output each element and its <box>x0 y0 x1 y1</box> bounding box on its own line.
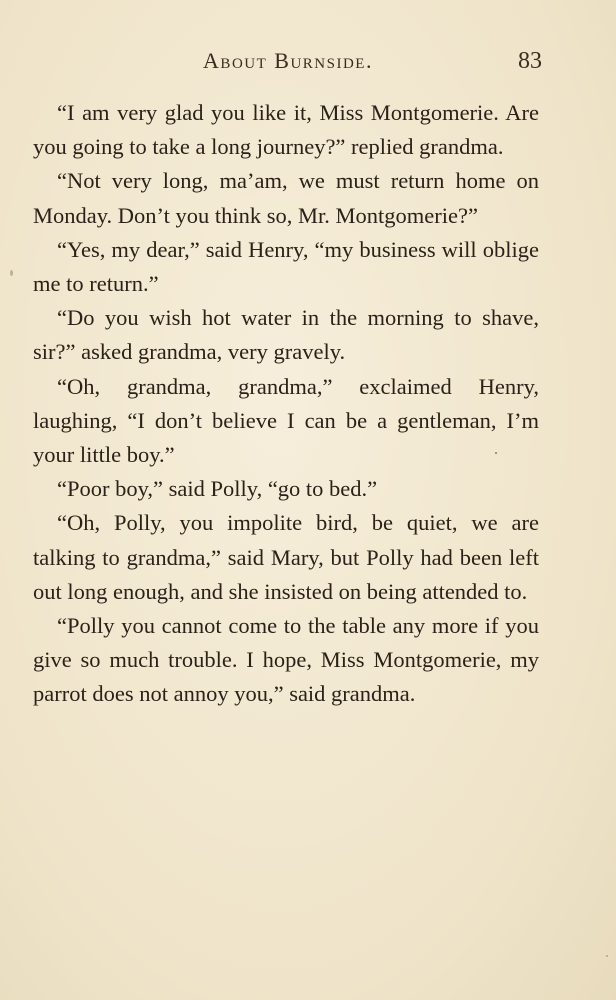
page-header <box>34 44 542 80</box>
paragraph: “I am very glad you like it, Miss Montgomerie. Are you going to take a long journey?” replied grandma. <box>33 100 539 160</box>
paragraph: “Oh, grandma, grandma,” exclaimed Henry, laughing, “I don’t believe I can be a gentleman, I’m your little boy.” <box>33 373 539 468</box>
paper-speck <box>10 270 13 276</box>
paragraph: “Poor boy,” said Polly, “go to bed.” <box>57 476 378 502</box>
paragraph: “Do you wish hot water in the morning to shave, sir?” asked grandma, very gravely. <box>33 305 539 365</box>
body-text <box>33 96 539 712</box>
page-number: 83 <box>518 48 542 74</box>
paper-speck <box>606 955 608 957</box>
paper-speck <box>495 452 497 454</box>
paragraph: “Oh, Polly, you impolite bird, be quiet, we are talking to grandma,” said Mary, but Polly had been left out long enough, and she insisted on being attended to. <box>33 510 539 604</box>
paragraph: “Yes, my dear,” said Henry, “my business will oblige me to return.” <box>33 236 539 297</box>
running-title: About Burnside. <box>203 48 373 73</box>
paragraph: “Polly you cannot come to the table any more if you give so much trouble. I hope, Miss Montgomerie, my parrot does not annoy you,” said grandma. <box>33 613 539 707</box>
paragraph: “Not very long, ma’am, we must return home on Monday. Don’t you think so, Mr. Montgomerie?” <box>33 168 539 228</box>
